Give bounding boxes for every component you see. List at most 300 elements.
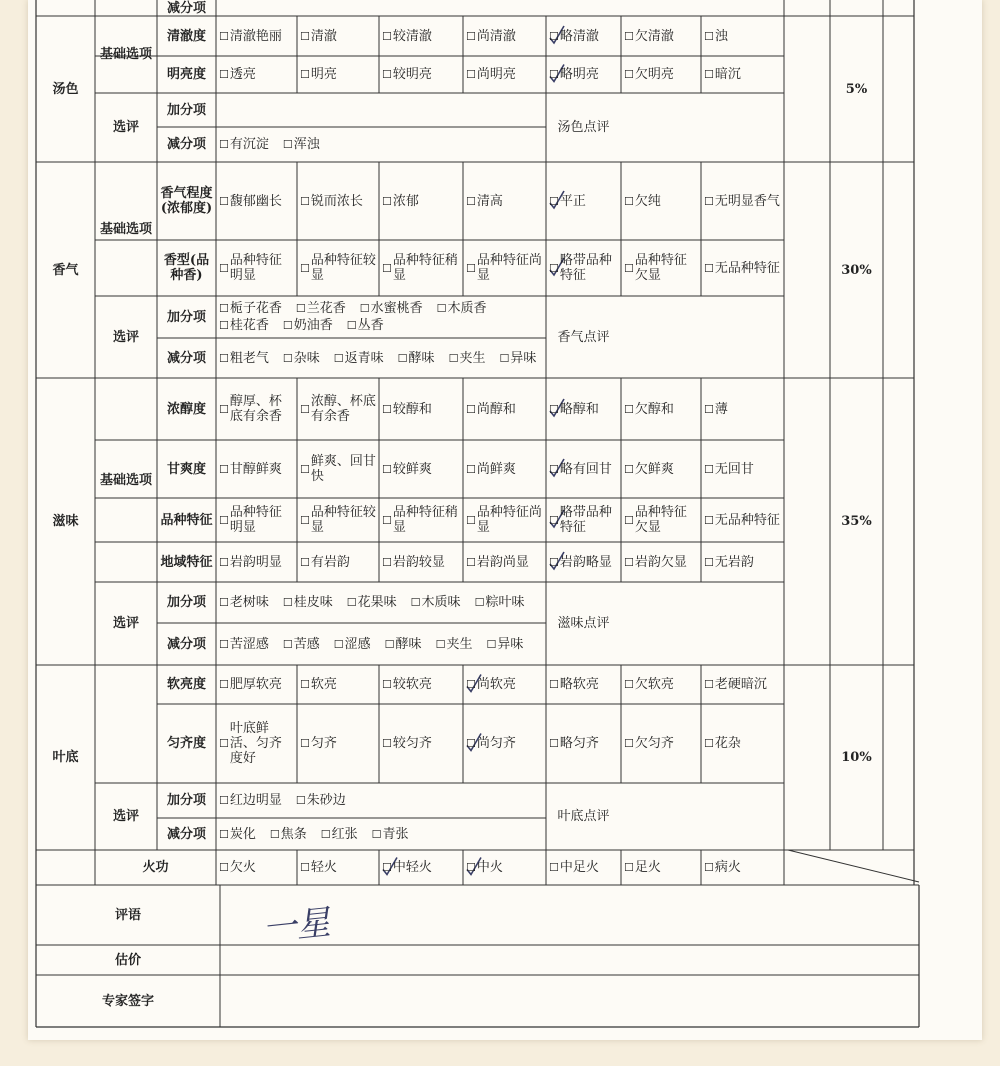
checkbox-icon[interactable]: ☐ xyxy=(549,861,559,874)
option-label: 尚清澈 xyxy=(476,28,516,44)
extra-options xyxy=(216,127,546,162)
item-taste-freshness: 甘爽度 xyxy=(166,461,206,477)
checkbox-icon[interactable]: ☐ xyxy=(448,351,459,365)
option-label: 欠醇和 xyxy=(634,401,674,417)
option-label: 品种特征较显 xyxy=(310,505,376,535)
option-checkbox[interactable] xyxy=(463,162,546,240)
option-label: 清澈 xyxy=(310,28,337,44)
checkbox-icon[interactable]: ☐ xyxy=(435,637,446,651)
group-select: 选评 xyxy=(112,329,139,345)
extra-option[interactable] xyxy=(398,351,435,366)
option-checkbox[interactable] xyxy=(621,240,701,296)
option-checkbox[interactable] xyxy=(621,665,701,704)
checkbox-icon[interactable]: ☐ xyxy=(436,302,447,315)
option-checkbox[interactable] xyxy=(701,16,784,56)
option-checkbox[interactable] xyxy=(216,240,297,296)
option-label: 无品种特征 xyxy=(714,512,780,528)
option-label: 轻火 xyxy=(310,860,337,875)
checkbox-icon[interactable]: ☐ xyxy=(382,678,392,691)
extra-options xyxy=(216,783,546,818)
option-checkbox[interactable] xyxy=(379,542,463,582)
extra-option[interactable] xyxy=(296,793,346,808)
option-checkbox[interactable] xyxy=(379,850,463,885)
option-label: 岩韵欠显 xyxy=(634,554,687,570)
option-checkbox[interactable] xyxy=(216,498,297,542)
checkbox-icon[interactable]: ☐ xyxy=(549,29,559,43)
checkbox-icon[interactable]: ☐ xyxy=(486,637,497,651)
option-checkbox[interactable] xyxy=(463,16,546,56)
checkbox-icon[interactable]: ☐ xyxy=(300,555,310,569)
checkbox-icon[interactable]: ☐ xyxy=(466,402,476,416)
checkbox-icon[interactable]: ☐ xyxy=(499,351,510,365)
option-label: 桂花香 xyxy=(229,318,269,333)
checkbox-icon[interactable]: ☐ xyxy=(382,861,392,874)
checkbox-icon[interactable]: ☐ xyxy=(704,68,714,81)
checkbox-icon[interactable]: ☐ xyxy=(466,29,476,43)
option-checkbox[interactable] xyxy=(546,498,621,542)
checkbox-icon[interactable]: ☐ xyxy=(295,794,306,807)
extra-option[interactable] xyxy=(436,637,473,652)
checkbox-icon[interactable]: ☐ xyxy=(704,513,714,527)
checkbox-icon[interactable]: ☐ xyxy=(219,319,229,332)
extra-option[interactable] xyxy=(219,595,269,610)
option-checkbox[interactable] xyxy=(546,850,621,885)
option-label: 粽叶味 xyxy=(485,595,525,610)
option-label: 浊 xyxy=(714,28,728,44)
checkbox-icon[interactable]: ☐ xyxy=(549,555,559,569)
option-checkbox[interactable] xyxy=(621,16,701,56)
option-label: 欠纯 xyxy=(634,193,661,209)
option-label: 苦涩感 xyxy=(229,636,269,652)
extra-option[interactable] xyxy=(347,318,384,333)
checkbox-icon[interactable]: ☐ xyxy=(219,194,229,208)
option-checkbox[interactable] xyxy=(621,850,701,885)
option-label: 返青味 xyxy=(344,350,384,366)
checkbox-icon[interactable]: ☐ xyxy=(300,194,310,208)
option-label: 清澈艳丽 xyxy=(229,28,282,44)
option-checkbox[interactable] xyxy=(379,162,463,240)
checkbox-icon[interactable]: ☐ xyxy=(704,194,714,208)
option-label: 岩韵尚显 xyxy=(476,554,529,570)
option-checkbox[interactable] xyxy=(216,665,297,704)
option-checkbox[interactable] xyxy=(701,440,784,498)
option-label: 浑浊 xyxy=(293,137,320,152)
extra-option[interactable] xyxy=(219,351,269,366)
option-checkbox[interactable] xyxy=(621,704,701,783)
option-checkbox[interactable] xyxy=(701,542,784,582)
checkbox-icon[interactable]: ☐ xyxy=(624,678,634,691)
extra-options xyxy=(216,818,546,850)
option-checkbox[interactable] xyxy=(216,850,297,885)
option-label: 略软亮 xyxy=(559,677,599,692)
checkbox-icon[interactable]: ☐ xyxy=(219,794,229,807)
checkbox-icon[interactable]: ☐ xyxy=(219,827,229,841)
checkbox-icon[interactable]: ☐ xyxy=(466,737,476,750)
checkbox-icon[interactable]: ☐ xyxy=(624,555,634,569)
checkbox-icon[interactable]: ☐ xyxy=(624,68,634,81)
option-checkbox[interactable] xyxy=(297,16,379,56)
extra-option[interactable] xyxy=(360,301,423,316)
option-checkbox[interactable] xyxy=(379,498,463,542)
option-checkbox[interactable] xyxy=(463,498,546,542)
option-label: 浓郁 xyxy=(392,193,419,209)
option-label: 匀齐 xyxy=(310,736,337,751)
checkbox-icon[interactable]: ☐ xyxy=(300,678,310,691)
checkbox-icon[interactable]: ☐ xyxy=(333,351,344,365)
weight-aroma: 30% xyxy=(841,262,872,278)
option-checkbox[interactable] xyxy=(297,56,379,93)
checkbox-icon[interactable]: ☐ xyxy=(466,678,476,691)
checkbox-icon[interactable]: ☐ xyxy=(219,513,229,527)
checkbox-icon[interactable]: ☐ xyxy=(624,513,634,527)
checkbox-icon[interactable]: ☐ xyxy=(300,68,310,81)
extra-option[interactable] xyxy=(270,827,307,842)
checkbox-icon[interactable]: ☐ xyxy=(219,351,229,365)
group-basic: 基础选项 xyxy=(99,472,152,488)
option-label: 品种特征欠显 xyxy=(634,253,687,283)
extra-option[interactable] xyxy=(437,301,487,316)
option-label: 岩韵略显 xyxy=(559,554,612,570)
checkbox-icon[interactable]: ☐ xyxy=(624,402,634,416)
option-checkbox[interactable] xyxy=(701,162,784,240)
checkbox-icon[interactable]: ☐ xyxy=(282,596,293,609)
option-checkbox[interactable] xyxy=(216,542,297,582)
option-label: 夹生 xyxy=(446,636,473,652)
checkbox-icon[interactable]: ☐ xyxy=(704,737,714,750)
option-label: 锐而浓长 xyxy=(310,193,363,209)
checkbox-icon[interactable]: ☐ xyxy=(624,194,634,208)
checkbox-icon[interactable]: ☐ xyxy=(282,138,293,151)
extra-options xyxy=(216,338,546,378)
checkbox-icon[interactable]: ☐ xyxy=(466,194,476,208)
option-checkbox[interactable] xyxy=(216,56,297,93)
checkbox-icon[interactable]: ☐ xyxy=(219,302,229,315)
option-checkbox[interactable] xyxy=(379,56,463,93)
soup-comment-label: 汤色点评 xyxy=(557,120,610,135)
leaf-comment-label: 叶底点评 xyxy=(557,809,610,824)
option-checkbox[interactable] xyxy=(216,16,297,56)
option-checkbox[interactable] xyxy=(463,56,546,93)
option-checkbox[interactable] xyxy=(621,440,701,498)
option-checkbox[interactable] xyxy=(546,240,621,296)
checkbox-icon[interactable]: ☐ xyxy=(624,737,634,750)
checkbox-icon[interactable]: ☐ xyxy=(624,462,634,476)
checkbox-icon[interactable]: ☐ xyxy=(466,861,476,874)
checkbox-icon[interactable]: ☐ xyxy=(219,138,229,151)
option-checkbox[interactable] xyxy=(701,665,784,704)
checkbox-icon[interactable]: ☐ xyxy=(282,319,293,332)
extra-options-group xyxy=(219,793,543,808)
option-checkbox[interactable] xyxy=(463,665,546,704)
extra-option[interactable] xyxy=(334,637,371,652)
extra-option[interactable] xyxy=(372,827,409,842)
checkbox-icon[interactable]: ☐ xyxy=(300,737,310,750)
checkbox-icon[interactable]: ☐ xyxy=(382,194,392,208)
label-comment: 评语 xyxy=(114,907,141,923)
checkbox-icon[interactable]: ☐ xyxy=(704,29,714,43)
option-checkbox[interactable] xyxy=(621,56,701,93)
option-checkbox[interactable] xyxy=(621,162,701,240)
option-checkbox[interactable] xyxy=(379,240,463,296)
checkbox-icon[interactable]: ☐ xyxy=(549,513,559,527)
extra-option[interactable] xyxy=(283,637,320,652)
group-basic: 基础选项 xyxy=(99,47,152,62)
option-label: 红张 xyxy=(331,826,358,842)
minus-label: 减分项 xyxy=(166,636,206,652)
checkbox-icon[interactable]: ☐ xyxy=(219,678,229,691)
checkbox-icon[interactable]: ☐ xyxy=(704,261,714,275)
option-checkbox[interactable] xyxy=(297,665,379,704)
extra-option[interactable] xyxy=(486,637,523,652)
option-checkbox[interactable] xyxy=(701,378,784,440)
extra-option[interactable] xyxy=(449,351,486,366)
checkbox-icon[interactable]: ☐ xyxy=(410,596,421,609)
option-label: 醇厚、杯底有余香 xyxy=(229,394,282,424)
option-checkbox[interactable] xyxy=(546,704,621,783)
checkbox-icon[interactable]: ☐ xyxy=(624,861,634,874)
option-label: 木质香 xyxy=(447,301,487,316)
checkbox-icon[interactable]: ☐ xyxy=(382,462,392,476)
option-checkbox[interactable] xyxy=(297,542,379,582)
checkbox-icon[interactable]: ☐ xyxy=(549,194,559,208)
option-label: 岩韵较显 xyxy=(392,554,445,570)
category-soup-color: 汤色 xyxy=(52,81,79,97)
option-checkbox[interactable] xyxy=(621,378,701,440)
checkbox-icon[interactable]: ☐ xyxy=(549,678,559,691)
checkbox-icon[interactable]: ☐ xyxy=(397,351,408,365)
extra-option[interactable] xyxy=(219,137,269,152)
extra-option[interactable] xyxy=(347,595,397,610)
option-checkbox[interactable] xyxy=(621,498,701,542)
option-label: 较清澈 xyxy=(392,28,432,44)
checkbox-icon[interactable]: ☐ xyxy=(549,462,559,476)
option-label: 岩韵明显 xyxy=(229,554,282,570)
checkbox-icon[interactable]: ☐ xyxy=(300,513,310,527)
extra-option[interactable] xyxy=(321,827,358,842)
checkbox-icon[interactable]: ☐ xyxy=(295,302,306,315)
checkbox-icon[interactable]: ☐ xyxy=(282,637,293,651)
checkbox-icon[interactable]: ☐ xyxy=(300,261,310,275)
checkbox-icon[interactable]: ☐ xyxy=(269,827,280,841)
option-label: 明亮 xyxy=(310,67,337,82)
option-checkbox[interactable] xyxy=(546,542,621,582)
checkbox-icon[interactable]: ☐ xyxy=(382,29,392,43)
category-taste: 滋味 xyxy=(52,514,79,529)
option-label: 较醇和 xyxy=(392,401,432,417)
option-checkbox[interactable] xyxy=(379,440,463,498)
checkbox-icon[interactable]: ☐ xyxy=(466,555,476,569)
option-checkbox[interactable] xyxy=(546,162,621,240)
extra-option[interactable] xyxy=(283,595,333,610)
checkbox-icon[interactable]: ☐ xyxy=(474,596,485,609)
option-label: 略带品种特征 xyxy=(559,505,612,535)
checkbox-icon[interactable]: ☐ xyxy=(549,68,559,81)
checkbox-icon[interactable]: ☐ xyxy=(549,737,559,750)
option-label: 花果味 xyxy=(357,595,397,610)
extra-option[interactable] xyxy=(219,301,282,316)
checkbox-icon[interactable]: ☐ xyxy=(219,29,229,43)
option-checkbox[interactable] xyxy=(379,16,463,56)
item-brightness: 明亮度 xyxy=(166,67,206,82)
checkbox-icon[interactable]: ☐ xyxy=(219,261,229,275)
option-label: 无岩韵 xyxy=(714,554,754,570)
checkbox-icon[interactable]: ☐ xyxy=(300,402,310,416)
option-checkbox[interactable] xyxy=(546,665,621,704)
group-basic: 基础选项 xyxy=(99,221,152,237)
checkbox-icon[interactable]: ☐ xyxy=(382,261,392,275)
option-checkbox[interactable] xyxy=(463,440,546,498)
checkbox-icon[interactable]: ☐ xyxy=(382,737,392,750)
option-label: 中足火 xyxy=(559,860,599,875)
option-checkbox[interactable] xyxy=(463,850,546,885)
option-label: 欠匀齐 xyxy=(634,736,674,751)
checkbox-icon[interactable]: ☐ xyxy=(382,68,392,81)
item-leaf-evenness: 匀齐度 xyxy=(166,736,206,751)
option-checkbox[interactable] xyxy=(379,665,463,704)
extra-option[interactable] xyxy=(411,595,461,610)
extra-options xyxy=(216,623,546,665)
extra-options xyxy=(216,582,546,623)
checkbox-icon[interactable]: ☐ xyxy=(346,596,357,609)
weight-leaf: 10% xyxy=(841,750,872,765)
option-checkbox[interactable] xyxy=(701,240,784,296)
checkbox-icon[interactable]: ☐ xyxy=(359,302,370,315)
grid-line xyxy=(788,850,919,882)
option-checkbox[interactable] xyxy=(297,704,379,783)
option-label: 透亮 xyxy=(229,67,256,82)
checkbox-icon[interactable]: ☐ xyxy=(219,68,229,81)
checkbox-icon[interactable]: ☐ xyxy=(320,827,331,841)
checkbox-icon[interactable]: ☐ xyxy=(466,261,476,275)
checkbox-icon[interactable]: ☐ xyxy=(300,462,310,476)
option-checkbox[interactable] xyxy=(463,378,546,440)
option-checkbox[interactable] xyxy=(701,56,784,93)
extra-option[interactable] xyxy=(296,301,346,316)
extra-options-group xyxy=(219,351,543,366)
extra-option[interactable] xyxy=(475,595,525,610)
option-label: 炭化 xyxy=(229,826,256,842)
checkbox-icon[interactable]: ☐ xyxy=(219,637,229,651)
weight-soup-color: 5% xyxy=(845,81,868,97)
comment-handwriting: 一星 xyxy=(260,902,333,950)
option-checkbox[interactable] xyxy=(216,440,297,498)
checkbox-icon[interactable]: ☐ xyxy=(219,737,229,750)
checkbox-icon[interactable]: ☐ xyxy=(624,29,634,43)
option-checkbox[interactable] xyxy=(463,704,546,783)
extra-option[interactable] xyxy=(283,351,320,366)
option-checkbox[interactable] xyxy=(297,850,379,885)
checkbox-icon[interactable]: ☐ xyxy=(704,555,714,569)
checkbox-icon[interactable]: ☐ xyxy=(549,261,559,275)
option-label: 病火 xyxy=(714,860,741,875)
minus-label: 减分项 xyxy=(166,826,206,842)
checkbox-icon[interactable]: ☐ xyxy=(219,402,229,416)
group-select: 选评 xyxy=(112,809,139,824)
extra-options-group xyxy=(219,595,543,610)
checkbox-icon[interactable]: ☐ xyxy=(346,319,357,332)
option-checkbox[interactable] xyxy=(297,498,379,542)
checkbox-icon[interactable]: ☐ xyxy=(466,513,476,527)
option-checkbox[interactable] xyxy=(621,542,701,582)
plus-label: 加分项 xyxy=(166,793,206,808)
extra-options xyxy=(216,296,546,338)
checkbox-icon[interactable]: ☐ xyxy=(704,861,714,874)
checkbox-icon[interactable]: ☐ xyxy=(382,513,392,527)
extra-option[interactable] xyxy=(219,318,269,333)
checkbox-icon[interactable]: ☐ xyxy=(219,462,229,476)
checkbox-icon[interactable]: ☐ xyxy=(624,261,634,275)
extra-option[interactable] xyxy=(499,351,536,366)
extra-option[interactable] xyxy=(283,137,320,152)
option-label: 较鲜爽 xyxy=(392,461,432,477)
checkbox-icon[interactable]: ☐ xyxy=(371,827,382,841)
checkbox-icon[interactable]: ☐ xyxy=(282,351,293,365)
option-label: 酵味 xyxy=(395,636,422,652)
option-checkbox[interactable] xyxy=(297,162,379,240)
option-checkbox[interactable] xyxy=(297,440,379,498)
checkbox-icon[interactable]: ☐ xyxy=(219,555,229,569)
option-checkbox[interactable] xyxy=(546,56,621,93)
option-checkbox[interactable] xyxy=(379,704,463,783)
checkbox-icon[interactable]: ☐ xyxy=(300,861,310,874)
extra-option[interactable] xyxy=(219,637,269,652)
extra-option[interactable] xyxy=(219,793,282,808)
checkbox-icon[interactable]: ☐ xyxy=(382,402,392,416)
option-checkbox[interactable] xyxy=(463,542,546,582)
option-checkbox[interactable] xyxy=(701,850,784,885)
checkbox-icon[interactable]: ☐ xyxy=(300,29,310,43)
option-label: 兰花香 xyxy=(306,301,346,316)
option-checkbox[interactable] xyxy=(546,378,621,440)
option-checkbox[interactable] xyxy=(463,240,546,296)
option-checkbox[interactable] xyxy=(216,378,297,440)
option-label: 焦条 xyxy=(280,826,307,842)
item-fire: 火功 xyxy=(142,860,169,875)
option-label: 木质味 xyxy=(421,595,461,610)
option-checkbox[interactable] xyxy=(297,240,379,296)
checkbox-icon[interactable]: ☐ xyxy=(549,402,559,416)
extra-option[interactable] xyxy=(219,827,256,842)
option-label: 足火 xyxy=(634,860,661,875)
option-checkbox[interactable] xyxy=(546,440,621,498)
checkbox-icon[interactable]: ☐ xyxy=(704,402,714,416)
plus-label: 加分项 xyxy=(166,309,206,325)
checkbox-icon[interactable]: ☐ xyxy=(466,462,476,476)
extra-option[interactable] xyxy=(283,318,333,333)
extra-option[interactable] xyxy=(385,637,422,652)
checkbox-icon[interactable]: ☐ xyxy=(219,861,229,874)
checkbox-icon[interactable]: ☐ xyxy=(219,596,229,609)
checkbox-icon[interactable]: ☐ xyxy=(333,637,344,651)
item-taste-variety: 品种特征 xyxy=(160,512,213,528)
option-label: 无品种特征 xyxy=(714,260,780,276)
checkbox-icon[interactable]: ☐ xyxy=(466,68,476,81)
option-checkbox[interactable] xyxy=(546,16,621,56)
item-aroma-type: 香型(品种香) xyxy=(163,253,210,283)
option-checkbox[interactable] xyxy=(297,378,379,440)
checkbox-icon[interactable]: ☐ xyxy=(384,637,395,651)
extra-option[interactable] xyxy=(334,351,384,366)
option-label: 欠火 xyxy=(229,860,256,875)
checkbox-icon[interactable]: ☐ xyxy=(382,555,392,569)
option-checkbox[interactable] xyxy=(379,378,463,440)
checkbox-icon[interactable]: ☐ xyxy=(704,462,714,476)
option-checkbox[interactable] xyxy=(216,704,297,783)
option-checkbox[interactable] xyxy=(701,498,784,542)
option-checkbox[interactable] xyxy=(216,162,297,240)
checkbox-icon[interactable]: ☐ xyxy=(704,678,714,691)
option-checkbox[interactable] xyxy=(701,704,784,783)
